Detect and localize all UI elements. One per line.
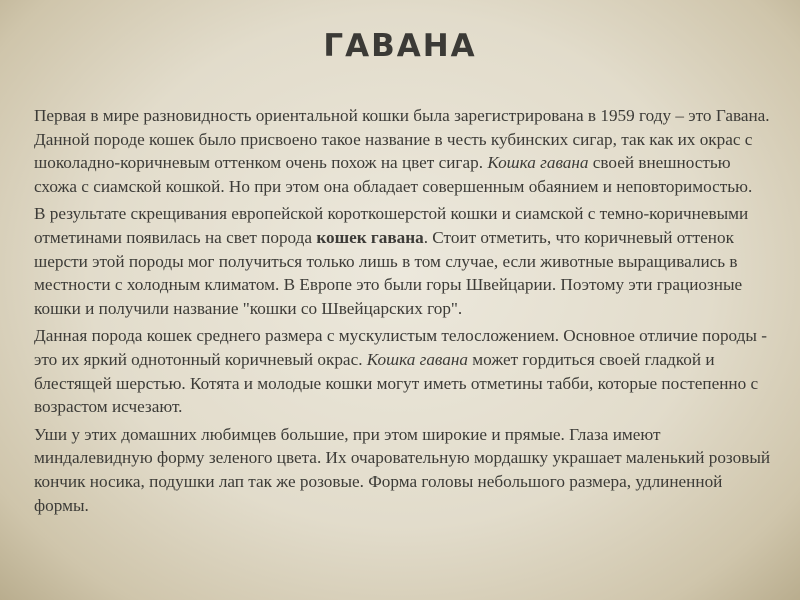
paragraph-3-text-b: может гордиться своей гладкой и блестящей шерстью. Котята и молодые кошки могут иметь отметины табби, которые постепенно с возрастом исчезают. — [34, 349, 759, 417]
paragraph-2-text-b: . Стоит отметить, что коричневый оттенок шерсти этой породы мог получиться только лишь в том случае, если животные выращивались в местности с холодным климатом. В Европе это были горы Швейцарии. Поэтому эти грациозные кошки и получили название "кошки со Швейцарских гор". — [34, 227, 743, 318]
paragraph-4-text: Уши у этих домашних любимцев большие, при этом широкие и прямые. Глаза имеют миндалевидную форму зеленого цвета. Их очаровательную мордашку украшает маленький розовый кончик носика, подушки лап так же розовые. Форма головы небольшого размера, удлиненной формы. — [34, 424, 771, 515]
paragraph-1-text-a: Первая в мире разновидность ориентальной кошки была зарегистрирована в 1959 году – это Гавана. Данной породе кошек было присвоено такое название в честь кубинских сигар, так как их окрас с шоколадно-коричневым оттенком очень похож на цвет сигар. — [34, 106, 770, 173]
paragraph-2-text-a: В результате скрещивания европейской короткошерстой кошки и сиамской с темно-коричневыми отметинами появилась на свет порода — [34, 204, 749, 247]
paragraph-1-text-b: своей внешностью схожа с сиамской кошкой. Но при этом она обладает совершенным обаянием и неповторимостью. — [34, 153, 753, 196]
paragraph-3-italic: Кошка гавана — [366, 349, 468, 369]
paragraph-2 — [34, 202, 774, 320]
paragraph-4 — [34, 423, 774, 517]
paragraph-1 — [34, 104, 774, 198]
paragraph-3 — [34, 324, 774, 418]
slide-title: ГАВАНА — [323, 28, 477, 64]
slide-body — [34, 104, 774, 521]
paragraph-2-bold: кошек гавана — [316, 227, 424, 247]
paragraph-3-text-a: Данная порода кошек среднего размера с мускулистым телосложением. Основное отличие породы - это их яркий однотонный коричневый окрас. — [34, 326, 767, 369]
paragraph-1-italic: Кошка гавана — [487, 153, 589, 173]
